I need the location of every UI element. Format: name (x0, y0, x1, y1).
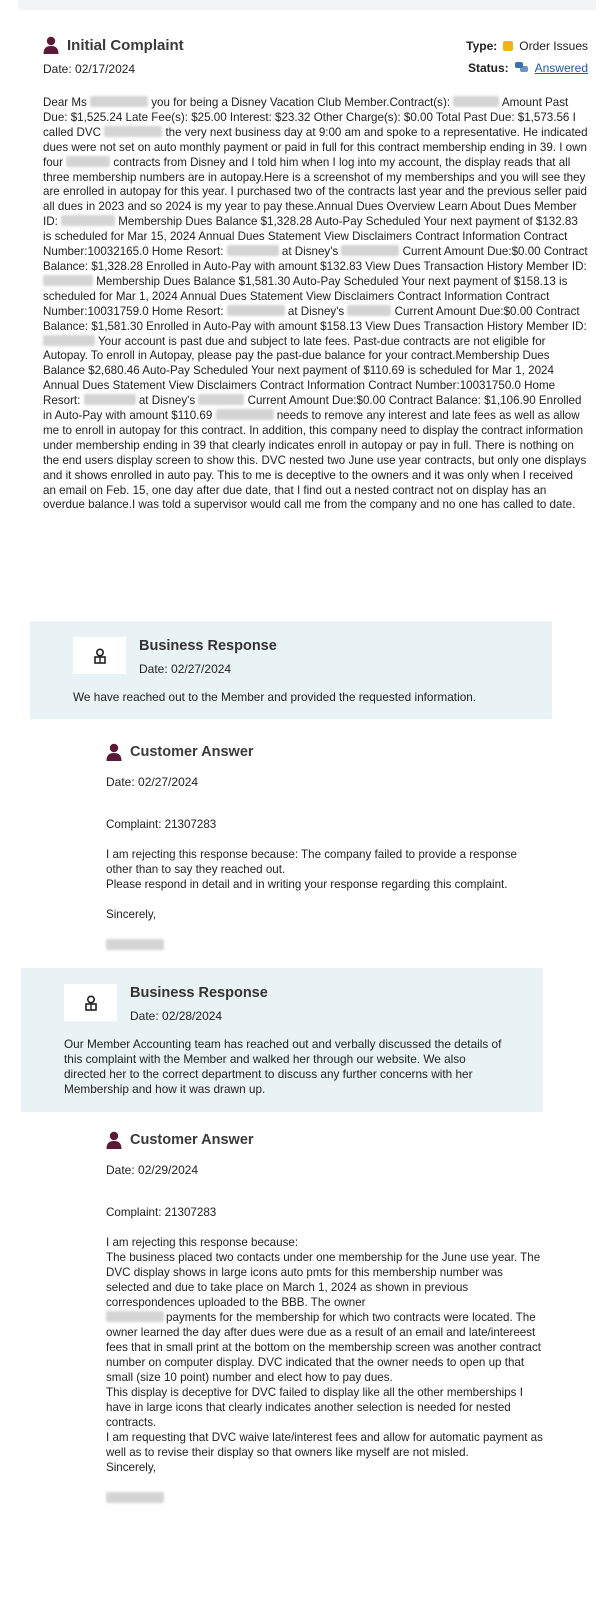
customer-answer-title: Customer Answer (130, 744, 254, 760)
rejection-line-3 (106, 1310, 546, 1385)
rejection-line-2: Please respond in detail and in writing your response regarding this complaint. (106, 878, 508, 891)
business-response-title: Business Response (130, 985, 268, 1001)
status-answered-link[interactable]: Answered (534, 61, 588, 75)
redacted-text (104, 126, 162, 137)
business-response-2 (21, 968, 543, 1112)
business-logo-icon (83, 995, 99, 1011)
customer-answer-date (106, 1163, 546, 1177)
complaint-text-segment: at Disney's (278, 245, 342, 259)
business-response-text: Our Member Accounting team has reached out and verbally discussed the details of this complaint with the Member and walked her through our website. We also directed her to the correct department to discuss any further concerns with her Membership and how it was drawn up. (64, 1037, 502, 1096)
redacted-text (43, 335, 95, 346)
redacted-text (453, 96, 499, 107)
complaint-text-segment: you for being a Disney Vacation Club Member.Contract(s): (148, 96, 454, 109)
complaint-text-segment: Current Amount Due:$0.00 Contract Balance: $1,328.28 Enrolled in Auto-Pay with amount $132.83 View Dues Transaction History Member ID: (43, 245, 588, 273)
complaint-text-segment: contracts from Disney and I told him when I log into my account, the display reads that all three membership numbers are in autopay.Here is a screenshot of my memberships and you will see they are enrolled in autopay for this year. I purchased two of the contracts last year and the previous seller paid all dues in 2023 and so 2024 is my year to pay these.Annual Dues Overview Learn About Dues Member ID: (43, 155, 587, 229)
redacted-text (84, 394, 136, 405)
date-label: Date: (106, 775, 135, 789)
rejection-line-3-text: payments for the membership for which two contracts were located. The owner learned the day after dues were due as a result of an email and late/intereest fees that in small print at the bottom on the membership screen was another contract number on computer display. DVC indicated that the owner needs to open up that small (size 10 point) number and elect how to pay dues. (106, 1311, 541, 1384)
initial-complaint (43, 36, 588, 513)
business-response-text: We have reached out to the Member and provided the requested information. (73, 690, 477, 704)
closing: Sincerely, (106, 1461, 157, 1474)
closing: Sincerely, (106, 908, 157, 921)
type-value: Order Issues (519, 39, 588, 53)
complaint-text-segment: needs to remove any interest and late fees as well as allow me to enroll in autopay for this contract. In addition, this company need to display the contract information under membership ending in 39 that clearly indicates enroll in autopay or pay in full. There is nothing on the end users display screen to show this. DVC nested two June use year contracts, but only one displays and it shows enrolled in auto pay. This to me is deceptive to the owners and it was only when I received an email on Feb. 15, one day after due date, that I find out a nested contract not on display has an overdue balance.I was told a supervisor would call me from the company and no one has called to date. (43, 409, 587, 512)
redacted-text (216, 409, 274, 420)
box-icon (503, 41, 513, 51)
business-logo-icon (92, 648, 108, 664)
complaint-text-segment: Current Amount Due:$0.00 Contract Balance: $1,106.90 Enrolled in Auto-Pay with amount $110.69 (43, 394, 582, 423)
complaint-text-segment: Your account is past due and subject to late fees. Past-due contracts are not eligible for Autopay. To enroll in Autopay, please pay the past-due balance for your contract.Membership Dues Balance $2,680.46 Auto-Pay Scheduled Your next payment of $110.69 is scheduled for Mar 1, 2024 Annual Dues Statement View Disclaimers Contract Information Contract Number:10031750.0 Home Resort: (43, 334, 556, 408)
complaint-text-segment: Dear Ms (43, 96, 91, 109)
date-label: Date: (106, 1163, 135, 1177)
person-icon (106, 743, 122, 761)
customer-answer-2 (106, 1131, 546, 1507)
rejection-line-1: I am rejecting this response because: (106, 1236, 299, 1249)
person-icon (43, 36, 59, 54)
complaint-text-segment: Membership Dues Balance $1,581.30 Auto-Pay Scheduled Your next payment of $158.13 is scheduled for Mar 1, 2024 Annual Dues Statement View Disclaimers Contract Information Contract Number:10031759.0 Home Resort: (43, 274, 568, 318)
chat-bubbles-icon (515, 62, 529, 74)
redacted-text (198, 394, 244, 405)
rejection-line-2: The business placed two contacts under one membership for the June use year. The DVC display shows in large icons auto pmts for this membership number was selected and due to take place on March 1, 2024 as shown in previous correspondences uploaded to the BBB. The owner (106, 1251, 541, 1309)
complaint-date: 02/17/2024 (75, 62, 136, 76)
date-value: 02/28/2024 (162, 1009, 223, 1023)
date-value: 02/29/2024 (138, 1163, 199, 1177)
business-response-1 (30, 621, 552, 719)
date-value: 02/27/2024 (171, 662, 232, 676)
type-label: Type: (466, 39, 498, 53)
person-icon (106, 1131, 122, 1149)
redacted-text (227, 245, 279, 256)
customer-answer-date (106, 775, 546, 789)
complaint-number: Complaint: 21307283 (106, 1206, 217, 1219)
complaint-title: Initial Complaint (67, 36, 184, 54)
date-label: Date: (130, 1009, 159, 1023)
complaint-text-segment: at Disney's (284, 304, 348, 318)
redacted-signature (106, 936, 546, 954)
redacted-text (347, 305, 391, 316)
redacted-text (90, 96, 148, 107)
rejection-line-5: I am requesting that DVC waive late/interest fees and allow for automatic payment as well as to revise their display so that owners like myself are not misled. (106, 1431, 543, 1459)
business-logo (73, 637, 126, 674)
redacted-text (43, 275, 93, 286)
customer-answer-1 (106, 743, 546, 954)
business-logo (64, 984, 117, 1021)
redacted-text (227, 305, 285, 316)
date-label: Date: (139, 662, 168, 676)
date-label: Date: (43, 62, 72, 76)
redacted-signature (106, 1489, 546, 1507)
complaint-text (43, 96, 588, 513)
rejection-line-1: I am rejecting this response because: The company failed to provide a response other than to say they reached out. (106, 848, 517, 876)
customer-answer-title: Customer Answer (130, 1132, 254, 1148)
top-divider (18, 0, 596, 10)
redacted-text (66, 156, 110, 167)
complaint-text-segment: the very next business day at 9:00 am and spoke to a representative. He indicated dues were not set on auto monthly payment or paid in full for this contract membership ending in 39. I own four (43, 125, 588, 169)
complaint-text-segment: Current Amount Due:$0.00 Contract Balance: $1,581.30 Enrolled in Auto-Pay with amount $158.13 View Dues Transaction History Member ID: (43, 304, 587, 333)
business-response-date (139, 662, 231, 676)
redacted-text (341, 245, 399, 256)
complaint-text-segment: at Disney's (135, 394, 199, 408)
redacted-text (61, 215, 115, 226)
date-value: 02/27/2024 (138, 775, 199, 789)
business-response-title: Business Response (139, 638, 277, 654)
complaint-text-segment: Amount Past Due: $1,525.24 Late Fee(s): $25.00 Interest: $23.32 Other Charge(s): $0.00 Total Past Due: $1,573.56 I called DVC (43, 96, 576, 139)
rejection-line-4: This display is deceptive for DVC failed to display like all the other memberships I have in large icons that clearly indicates another selection is needed for nested contracts. (106, 1386, 523, 1429)
business-response-date (130, 1009, 222, 1023)
status-label: Status: (467, 61, 509, 75)
complaint-number: Complaint: 21307283 (106, 818, 217, 831)
complaint-text-segment: Membership Dues Balance $1,328.28 Auto-Pay Scheduled Your next payment of $132.83 is scheduled for Mar 15, 2024 Annual Dues Statement View Disclaimers Contract Information Contract Number:10032165.0 Home Resort: (43, 215, 578, 259)
complaint-meta (466, 36, 588, 78)
